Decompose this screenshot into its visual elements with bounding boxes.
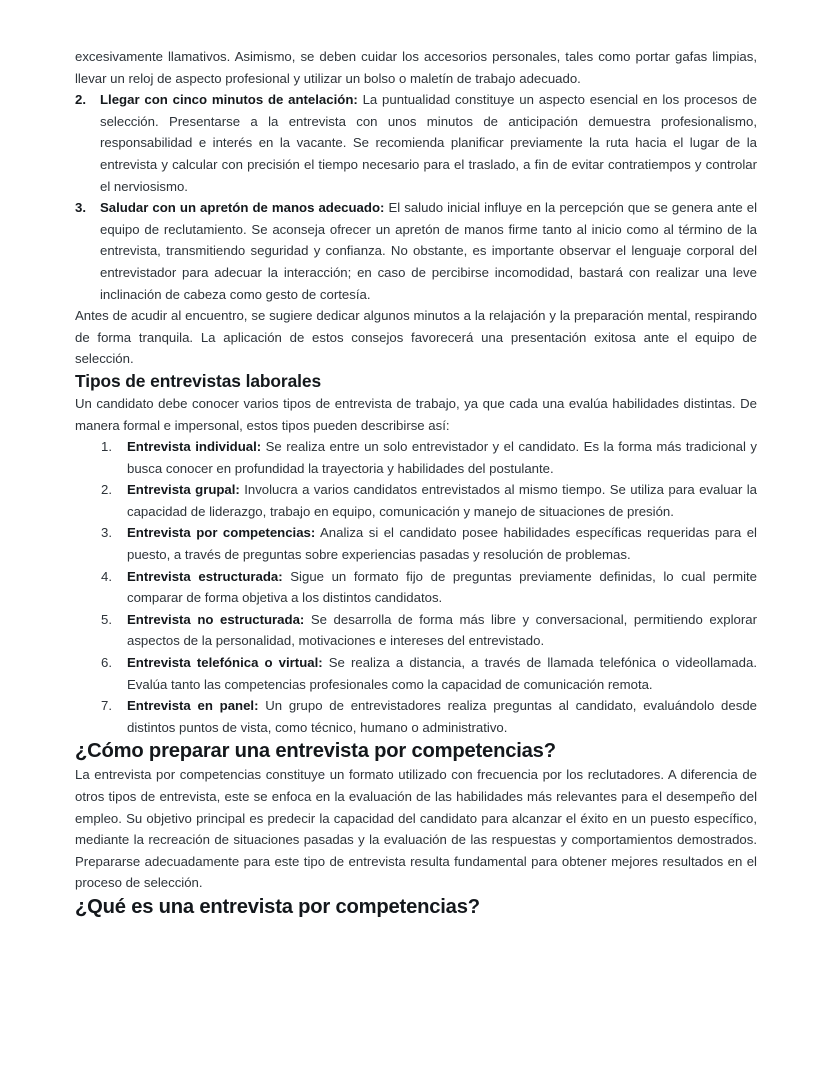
list-item-lead: Entrevista por competencias: xyxy=(127,525,316,541)
list-marker: 3. xyxy=(75,200,86,216)
list-item-text: Sigue un formato fijo de preguntas previamente definidas, lo cual permite comparar de forma objetiva a los distintos candidatos. xyxy=(127,568,757,606)
list-item-body xyxy=(127,609,757,652)
list-item-body xyxy=(127,479,757,522)
section-heading-how-to-prepare: ¿Cómo preparar una entrevista por competencias? xyxy=(75,740,556,763)
closing-paragraph: Antes de acudir al encuentro, se sugiere dedicar algunos minutos a la relajación y la preparación mental, respirando de forma tranquila. La aplicación de estos consejos favorecerá una presentación exitosa ante el equipo de selección. xyxy=(75,308,757,367)
list-item-body xyxy=(100,197,757,305)
list-item-text: Un grupo de entrevistadores realiza preguntas al candidato, evaluándolo desde distintos puntos de vista, como técnico, humano o administrativo. xyxy=(127,698,757,735)
list-item xyxy=(101,652,757,695)
list-item-text: Se realiza entre un solo entrevistador y el candidato. Es la forma más tradicional y busca conocer en profundidad la trayectoria y habilidades del postulante. xyxy=(127,439,757,476)
list-item xyxy=(101,566,757,609)
list-item xyxy=(101,479,757,522)
list-marker: 2. xyxy=(75,92,86,108)
list-marker: 4. xyxy=(101,568,112,584)
list-item xyxy=(101,695,757,738)
list-item-body xyxy=(127,695,757,738)
list-marker: 2. xyxy=(101,482,112,498)
list-item-text: El saludo inicial influye en la percepción que se genera ante el equipo de reclutamiento. Se aconseja ofrecer un apretón de manos firme tanto al inicio como al término de la entrevista, transmitiendo seguridad y confianza. No obstante, es importante observar el lenguaje corporal del entrevistador para adecuar la interacción; en caso de percibirse incomodidad, bastará con realizar una leve inclinación de cabeza como gesto de cortesía. xyxy=(100,200,757,302)
interview-tips-list xyxy=(75,89,757,305)
list-marker: 1. xyxy=(101,439,112,455)
list-marker: 6. xyxy=(101,655,112,671)
interview-types-intro-paragraph: Un candidato debe conocer varios tipos de entrevista de trabajo, ya que cada una evalúa habilidades distintas. De manera formal e impersonal, estos tipos pueden describirse así: xyxy=(75,395,757,433)
how-to-prepare-paragraph: La entrevista por competencias constituye un formato utilizado con frecuencia por los reclutadores. A diferencia de otros tipos de entrevista, este se enfoca en la evaluación de las habilidades más relevantes para el desempeño del empleo. Su objetivo principal es predecir la capacidad del candidato para alcanzar el éxito en un puesto específico, mediante la recreación de situaciones pasadas y la evaluación de las respuestas y comportamientos demostrados. Prepararse adecuadamente para este tipo de entrevista resulta fundamental para obtener mejores resultados en el proceso de selección. xyxy=(75,767,757,891)
list-item-body xyxy=(127,436,757,479)
list-item xyxy=(75,197,757,305)
list-item-lead: Entrevista no estructurada: xyxy=(127,611,305,627)
list-item xyxy=(101,522,757,565)
interview-types-list xyxy=(101,436,757,738)
intro-continuation-paragraph: excesivamente llamativos. Asimismo, se deben cuidar los accesorios personales, tales como portar gafas limpias, llevar un reloj de aspecto profesional y utilizar un bolso o maletín de trabajo adecuado. xyxy=(75,49,757,86)
section-heading-what-is: ¿Qué es una entrevista por competencias? xyxy=(75,895,480,918)
list-item-text: Se desarrolla de forma más libre y conversacional, permitiendo explorar aspectos de la personalidad, motivaciones e intereses del entrevistado. xyxy=(127,611,757,649)
section-heading-interview-types: Tipos de entrevistas laborales xyxy=(75,370,322,391)
list-item xyxy=(75,89,757,197)
list-item-body xyxy=(127,566,757,609)
list-item-text: La puntualidad constituye un aspecto esencial en los procesos de selección. Presentarse a la entrevista con unos minutos de anticipación demuestra profesionalismo, responsabilidad e interés en la vacante. Se recomienda planificar previamente la ruta hacia el lugar de la entrevista y calcular con precisión el tiempo necesario para el traslado, a fin de evitar contratiempos y controlar el nerviosismo. xyxy=(100,92,758,194)
list-item-lead: Entrevista individual: xyxy=(127,439,262,455)
list-item-lead: Entrevista telefónica o virtual: xyxy=(127,655,323,671)
list-item-text: Involucra a varios candidatos entrevistados al mismo tiempo. Se utiliza para evaluar la capacidad de liderazgo, trabajo en equipo, comunicación y manejo de situaciones de presión. xyxy=(127,482,757,519)
list-marker: 3. xyxy=(101,525,112,541)
list-item-text: Se realiza a distancia, a través de llamada telefónica o videollamada. Evalúa tanto las competencias profesionales como la capacidad de comunicación remota. xyxy=(127,655,757,692)
list-item-body xyxy=(127,522,757,565)
list-item-lead: Llegar con cinco minutos de antelación: xyxy=(100,92,358,108)
list-item-lead: Entrevista grupal: xyxy=(127,482,240,498)
list-item-text: Analiza si el candidato posee habilidades específicas requeridas para el puesto, a través de preguntas sobre experiencias pasadas y resolución de problemas. xyxy=(127,525,757,563)
list-item-lead: Entrevista en panel: xyxy=(127,698,259,714)
list-item-body xyxy=(127,652,757,695)
list-marker: 5. xyxy=(101,611,112,627)
list-item-body xyxy=(100,89,757,197)
list-item-lead: Entrevista estructurada: xyxy=(127,568,283,584)
list-item xyxy=(101,436,757,479)
list-item xyxy=(101,609,757,652)
list-item-lead: Saludar con un apretón de manos adecuado: xyxy=(100,200,385,216)
list-marker: 7. xyxy=(101,698,112,714)
